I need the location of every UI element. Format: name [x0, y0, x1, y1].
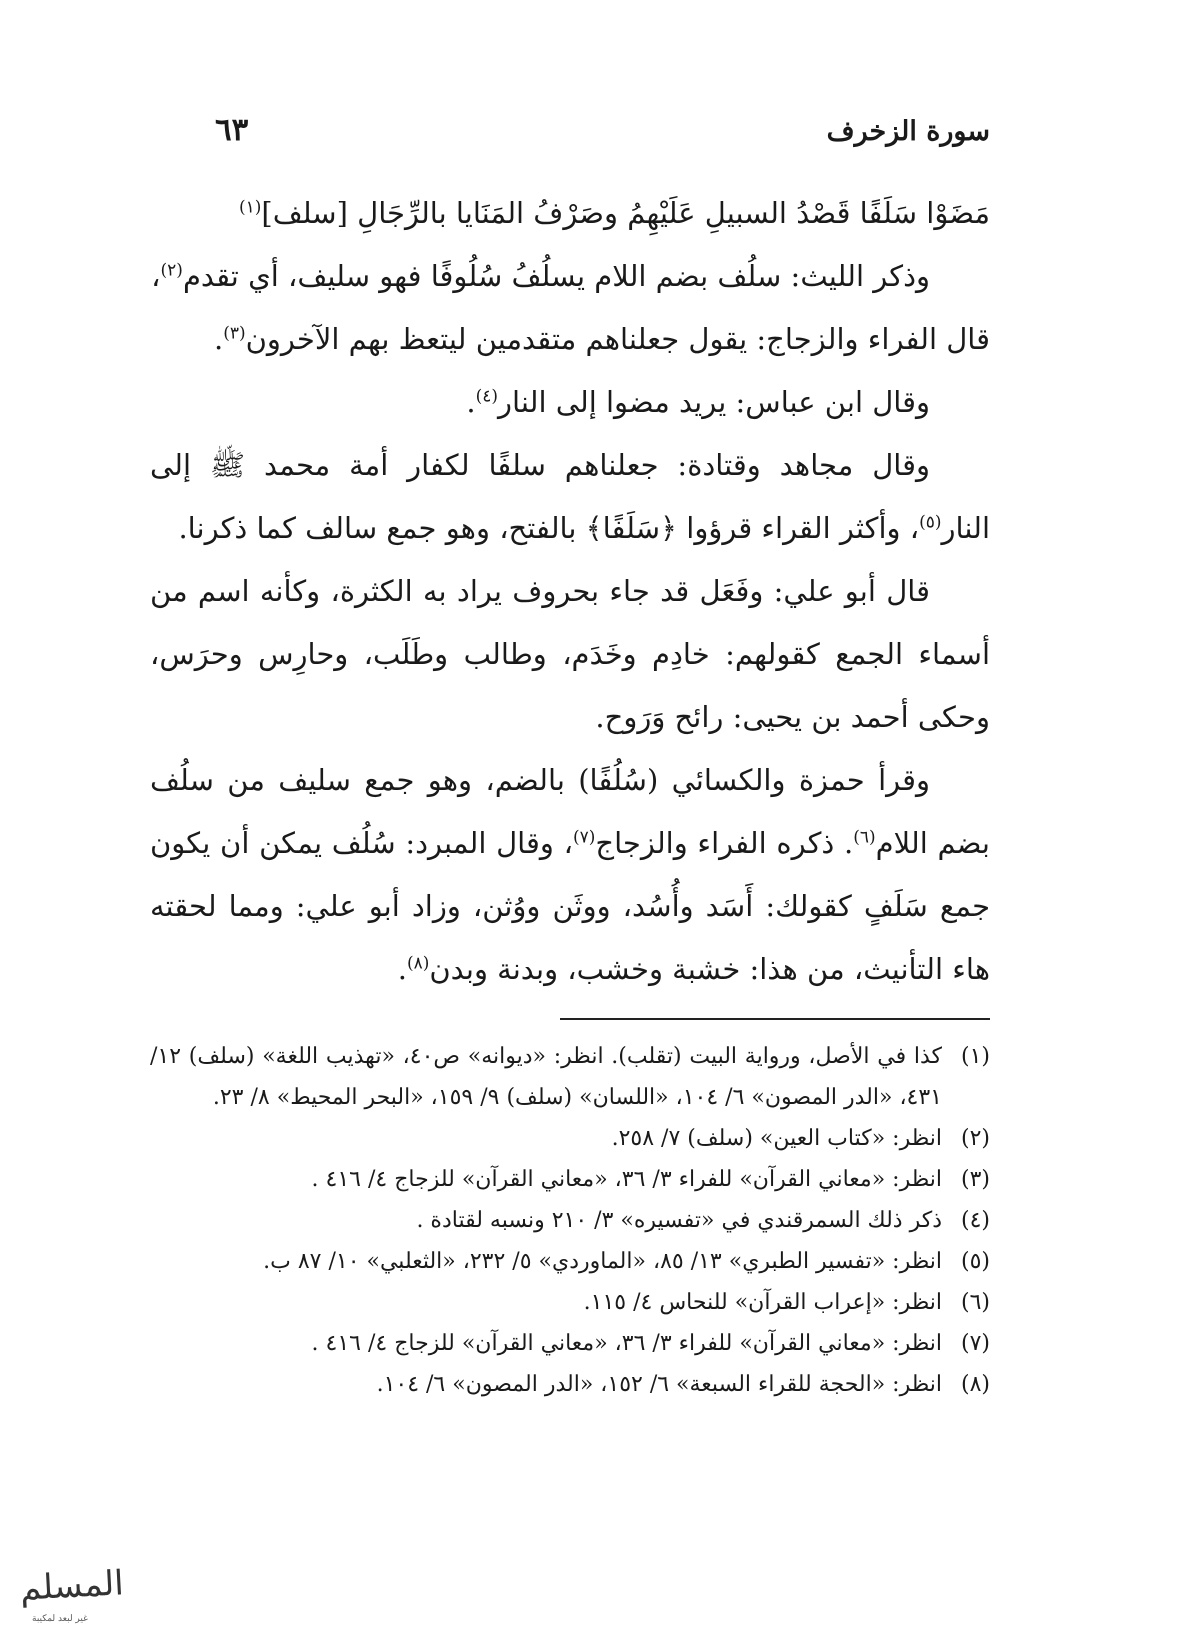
footnote-number: (٢) — [960, 1126, 990, 1151]
footnote — [150, 1364, 990, 1405]
footnote-number: (٥) — [960, 1249, 990, 1274]
footnote-ref[interactable]: (٨) — [406, 953, 430, 974]
punctuation: ، — [151, 259, 161, 293]
footnote-number: (٣) — [960, 1167, 990, 1192]
footnote-ref[interactable]: (١) — [238, 197, 262, 218]
surah-title: سورة الزخرف — [826, 116, 990, 147]
footnote-text: كذا في الأصل، ورواية البيت (تقلب). انظر: «ديوانه» ص٤٠، «تهذيب اللغة» (سلف) ١٢/ ٤٣١، «الدر المصون» ٦/ ١٠٤، «اللسان» (سلف) ٩/ ١٥٩، «البحر المحيط» ٨/ ٢٣. — [150, 1044, 942, 1110]
paragraph-text: وقال ابن عباس: يريد مضوا إلى النار — [498, 385, 930, 419]
paragraph-text: ، وأكثر القراء قرؤوا ﴿سَلَفًا﴾ بالفتح، وهو جمع سالف كما ذكرنا. — [178, 511, 920, 545]
paragraph-text: وقرأ حمزة والكسائي (سُلُفًا) بالضم، وهو جمع سليف من سلُف بضم اللام — [150, 763, 990, 860]
page-number: ٦٣ — [215, 112, 249, 148]
footnote — [150, 1159, 990, 1200]
punctuation: . — [213, 322, 224, 356]
footnote-ref[interactable]: (٣) — [223, 323, 246, 344]
footnote — [150, 1036, 990, 1118]
footnote — [150, 1282, 990, 1323]
footnote — [150, 1323, 990, 1364]
footnote-number: (١) — [960, 1044, 990, 1069]
footnote-text: انظر: «معاني القرآن» للفراء ٣/ ٣٦، «معاني القرآن» للزجاج ٤/ ٤١٦ . — [311, 1167, 942, 1192]
punctuation: . — [397, 952, 407, 986]
poetry-verse — [150, 182, 990, 245]
footnote-text: انظر: «كتاب العين» (سلف) ٧/ ٢٥٨. — [611, 1126, 942, 1151]
running-header — [215, 112, 990, 156]
paragraph-text: ، وقال المبرد: سُلُف يمكن أن يكون جمع سَلَفٍ كقولك: أَسَد وأُسُد، ووثَن ووُثن، وزاد أبو علي: ومما لحقته هاء التأنيث، من هذا: خشبة وخشب، وبدنة وبدن — [150, 826, 990, 986]
paragraph — [150, 749, 990, 1001]
footnote-text: انظر: «إعراب القرآن» للنحاس ٤/ ١١٥. — [583, 1290, 942, 1315]
footnote-number: (٧) — [960, 1331, 990, 1356]
footnote-number: (٤) — [960, 1208, 990, 1233]
footnote-text: انظر: «تفسير الطبري» ١٣/ ٨٥، «الماوردي» ٥/ ٢٣٢، «الثعلبي» ١٠/ ٨٧ ب. — [263, 1249, 942, 1274]
footnote-separator — [560, 1018, 990, 1020]
footnote-text: ذكر ذلك السمرقندي في «تفسيره» ٣/ ٢١٠ ونسبه لقتادة . — [416, 1208, 942, 1233]
paragraph — [150, 308, 990, 371]
paragraph — [150, 560, 990, 749]
footnotes — [150, 1036, 990, 1405]
footnote-ref[interactable]: (٥) — [919, 512, 942, 533]
paragraph — [150, 371, 990, 434]
paragraph — [150, 434, 990, 560]
footnote — [150, 1241, 990, 1282]
paragraph-text: قال أبو علي: وفَعَل قد جاء بحروف يراد به الكثرة، وكأنه اسم من أسماء الجمع كقولهم: خادِم وخَدَم، وطالب وطَلَب، وحارِس وحرَس، وحكى أحمد بن يحيى: رائح وَرَوح. — [150, 574, 990, 734]
punctuation: . — [466, 385, 476, 419]
paragraph — [150, 245, 990, 308]
stamp-text: المسلم — [19, 1563, 125, 1609]
footnote — [150, 1200, 990, 1241]
paragraph-text: قال الفراء والزجاج: يقول جعلناهم متقدمين ليتعظ بهم الآخرون — [245, 322, 990, 356]
footnote-ref[interactable]: (٢) — [160, 260, 183, 281]
main-text — [150, 182, 990, 1001]
footnote-ref[interactable]: (٤) — [475, 386, 499, 407]
footnote — [150, 1118, 990, 1159]
verse-text: مَضَوْا سَلَفًا قَصْدُ السبيلِ عَلَيْهِمُ وصَرْفُ المَنَايا بالرِّجَالِ [سلف] — [261, 196, 990, 230]
footnote-text: انظر: «معاني القرآن» للفراء ٣/ ٣٦، «معاني القرآن» للزجاج ٤/ ٤١٦ . — [311, 1331, 942, 1356]
footnote-ref[interactable]: (٧) — [572, 827, 596, 848]
footnote-text: انظر: «الحجة للقراء السبعة» ٦/ ١٥٢، «الدر المصون» ٦/ ١٠٤. — [376, 1372, 942, 1397]
footnote-ref[interactable]: (٦) — [853, 827, 876, 848]
stamp-subtext: غير لبعد لمكيبة — [32, 1614, 88, 1624]
library-stamp-logo — [12, 1560, 132, 1632]
paragraph-text: . ذكره الفراء والزجاج — [595, 826, 854, 860]
paragraph-text: وقال مجاهد وقتادة: جعلناهم سلفًا لكفار أمة محمد ﷺ إلى النار — [150, 448, 990, 545]
footnote-number: (٦) — [960, 1290, 990, 1315]
paragraph-text: وذكر الليث: سلُف بضم اللام يسلُفُ سُلُوفًا فهو سليف، أي تقدم — [182, 259, 930, 293]
footnote-number: (٨) — [960, 1372, 990, 1397]
